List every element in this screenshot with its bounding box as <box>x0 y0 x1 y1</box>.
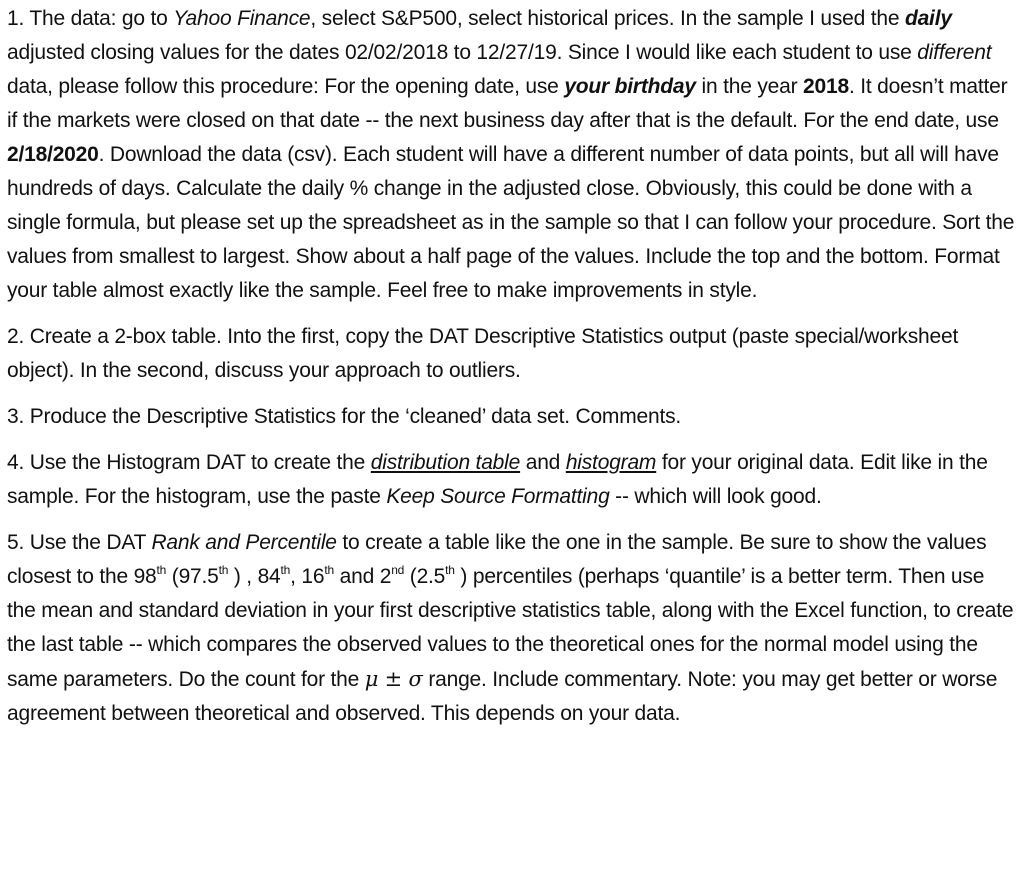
ordinal-superscript: th <box>218 563 229 577</box>
paragraph-step-4 <box>7 446 1018 514</box>
text-run: 1. The data: go to <box>7 7 174 30</box>
text-run: Yahoo Finance <box>173 7 311 30</box>
ordinal-superscript: th <box>445 563 455 577</box>
text-run: your birthday <box>564 75 696 98</box>
text-run: 2/18/2020 <box>7 143 99 166</box>
text-run: for your original data. Edit like in the sample. For the histogram, use the paste <box>7 451 988 508</box>
text-run: (2.5 <box>404 565 446 588</box>
text-run: , 16 <box>290 565 325 588</box>
text-run: . It doesn’t matter if the markets were closed on that date -- the next business day after that is the default. For the end date, use <box>7 75 1008 132</box>
text-run: in the year <box>695 75 804 98</box>
text-run: data, please follow this procedure: For the opening date, use <box>7 75 565 98</box>
math-expression: μ ± σ <box>364 667 423 691</box>
ordinal-superscript: nd <box>391 563 405 577</box>
text-run: adjusted closing values for the dates 02/02/2018 to 12/27/19. Since I would like each student to use <box>7 41 918 64</box>
text-run: 3. Produce the Descriptive Statistics for the ‘cleaned’ data set. Comments. <box>7 405 682 428</box>
text-run: daily <box>904 7 952 30</box>
text-run: , select S&P500, select historical prices. In the sample I used the <box>310 7 905 30</box>
text-run: and <box>520 451 566 474</box>
paragraph-step-3 <box>7 400 1018 434</box>
text-run: distribution table <box>370 451 521 474</box>
text-run: histogram <box>565 451 657 474</box>
ordinal-superscript: th <box>280 563 291 577</box>
ordinal-superscript: th <box>156 563 167 577</box>
paragraph-step-2 <box>7 320 1018 388</box>
paragraph-step-5 <box>7 526 1018 731</box>
text-run: . Download the data (csv). Each student will have a different number of data points, but all will have hundreds of days. Calculate the daily % change in the adjusted close. Obviously, this could be done with a single formula, but please set up the spreadsheet as in the sample so that I can follow your procedure. Sort the values from smallest to largest. Show about a half page of the values. Include the top and the bottom. Format your table almost exactly like the sample. Feel free to make improvements in style. <box>7 143 1015 302</box>
paragraph-step-1 <box>7 2 1018 308</box>
text-run: different <box>917 41 992 64</box>
text-run: ) percentiles (perhaps ‘quantile’ is a better term. Then use the mean and standard deviation in your first descriptive statistics table, along with the Excel function, to create the last table -- which compares the observed values to the theoretical ones for the normal model using the same parameters. Do the count for the <box>7 565 1014 691</box>
text-run: (97.5 <box>166 565 219 588</box>
text-run: to create a table like the one in the sample. Be sure to show the values closest to the 98 <box>7 531 987 588</box>
text-run: 2018 <box>803 75 849 98</box>
text-run: 4. Use the Histogram DAT to create the <box>7 451 371 474</box>
text-run: Rank and Percentile <box>151 531 337 554</box>
text-run: ) , 84 <box>228 565 281 588</box>
text-run: 5. Use the DAT <box>7 531 152 554</box>
text-run: 2. Create a 2-box table. Into the first, copy the DAT Descriptive Statistics output (paste special/worksheet object). In the second, discuss your approach to outliers. <box>7 325 959 382</box>
text-run: -- which will look good. <box>609 485 822 508</box>
text-run: and 2 <box>334 565 392 588</box>
ordinal-superscript: th <box>324 563 334 577</box>
text-run: Keep Source Formatting <box>386 485 610 508</box>
text-run: range. Include commentary. Note: you may get better or worse agreement between theoretical and observed. This depends on your data. <box>7 668 998 725</box>
